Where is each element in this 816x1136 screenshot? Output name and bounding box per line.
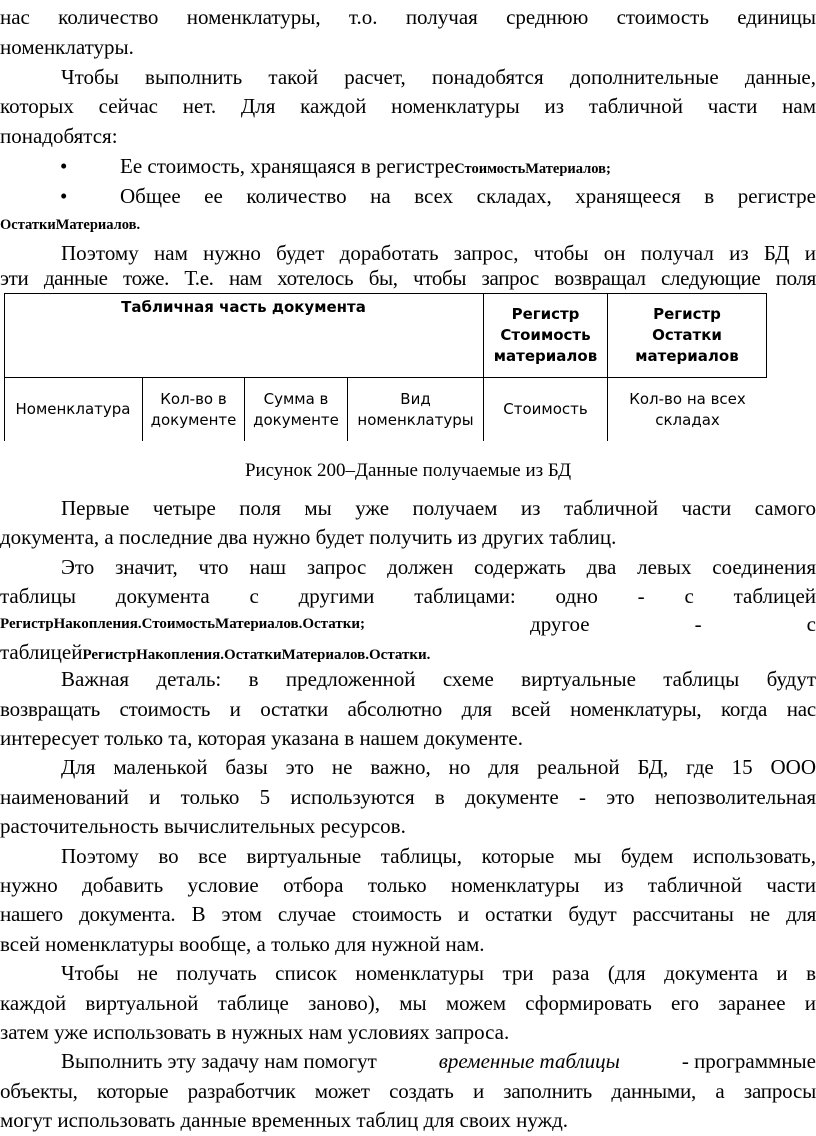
text-span: Выполнить эту задачу нам помогут: [61, 1049, 377, 1073]
text-line: Чтобы выполнить такой расчет, понадобятся дополнительные данные,: [61, 65, 816, 89]
bullet-text: Ее стоимость, хранящаяся в регистре: [120, 154, 455, 178]
bullet-icon: •: [60, 154, 68, 178]
text-line: нас количество номенклатуры, т.о. получая среднюю стоимость единицы: [0, 5, 816, 29]
col-doc-sum: Сумма в документе: [245, 378, 348, 441]
text-line: Первые четыре поля мы уже получаем из табличной части самого: [61, 496, 816, 520]
col-nomenclature-kind: Вид номенклатуры: [348, 378, 484, 441]
text-line: нужно добавить условие отбора только номенклатуры из табличной части: [0, 873, 816, 897]
col-cost: Стоимость: [484, 378, 608, 441]
header-table-part: Табличная часть документа: [4, 293, 484, 377]
text-line: Чтобы не получать список номенклатуры три раза (для документа и в: [61, 961, 816, 985]
text-line: номенклатуры.: [0, 35, 134, 59]
text-line: всей номенклатуры вообще, а только для нужной нам.: [0, 932, 485, 956]
text-line: Для маленькой базы это не важно, но для реальной БД, где 15 ООО: [61, 755, 816, 779]
text-line: нашего документа. В этом случае стоимость и остатки будут рассчитаны не для: [0, 902, 816, 926]
text-word: -: [694, 612, 702, 636]
col-nomenclature: Номенклатура: [4, 378, 143, 441]
text-line: Важная деталь: в предложенной схеме виртуальные таблицы будут: [61, 667, 816, 691]
bullet-text: Общее ее количество на всех складах, хранящееся в регистре: [120, 184, 816, 208]
header-cost-register: Регистр Стоимость материалов: [484, 293, 608, 377]
register-name: РегистрНакопления.ОстаткиМатериалов.Остатки.: [82, 647, 431, 663]
register-name: ОстаткиМатериалов.: [0, 217, 141, 233]
text-line: Поэтому во все виртуальные таблицы, которые мы будем использовать,: [61, 844, 816, 868]
register-name: СтоимостьМатериалов;: [454, 161, 611, 177]
text-word: другое: [530, 612, 590, 636]
figure-caption: Рисунок 200–Данные получаемые из БД: [244, 460, 572, 481]
text-line: наименований и только 5 используются в документе - это непозволительная: [0, 785, 816, 809]
text-line: возвращать стоимость и остатки абсолютно для всей номенклатуры, когда нас: [0, 697, 816, 721]
text-line: понадобятся:: [0, 124, 118, 148]
text-line: каждой виртуальной таблице заново), мы можем сформировать его заранее и: [0, 991, 816, 1015]
text-line: эти данные тоже. Т.е. нам хотелось бы, чтобы запрос возвращал следующие поля: [0, 266, 816, 290]
bullet-icon: •: [60, 184, 68, 208]
text-line: таблицы документа с другими таблицами: одно - с таблицей: [0, 584, 816, 608]
text-line: которых сейчас нет. Для каждой номенклатуры из табличной части нам: [0, 94, 816, 118]
text-line: расточительность вычислительных ресурсов.: [0, 814, 406, 838]
text-line: Это значит, что наш запрос должен содержать два левых соединения: [61, 555, 816, 579]
text-line: [0, 1046, 816, 1077]
text-line: затем уже использовать в нужных нам условиях запроса.: [0, 1020, 510, 1044]
text-word: с: [806, 612, 816, 636]
emphasis-term: временные таблицы: [438, 1049, 620, 1073]
col-total-qty: Кол-во на всех складах: [629, 389, 746, 429]
text-line: Поэтому нам нужно будет доработать запрос, чтобы он получал из БД и: [61, 241, 816, 265]
text-line: могут использовать данные временных таблиц для своих нужд.: [0, 1108, 569, 1132]
col-doc-qty: Кол-во в документе: [143, 378, 245, 441]
text-line: документа, а последние два нужно будет получить из других таблиц.: [0, 525, 617, 549]
register-name: РегистрНакопления.СтоимостьМатериалов.Остатки;: [0, 616, 365, 632]
header-stock-register: Регистр Остатки материалов: [608, 293, 767, 377]
text-word: таблицей: [0, 640, 83, 664]
text-line: интересует только та, которая указана в нашем документе.: [0, 726, 523, 750]
text-span: - программные: [681, 1049, 816, 1073]
register-line: [0, 609, 816, 640]
text-line: объекты, которые разработчик может создать и заполнить данными, а запросы: [0, 1079, 816, 1103]
fields-table-figure: [4, 293, 767, 441]
